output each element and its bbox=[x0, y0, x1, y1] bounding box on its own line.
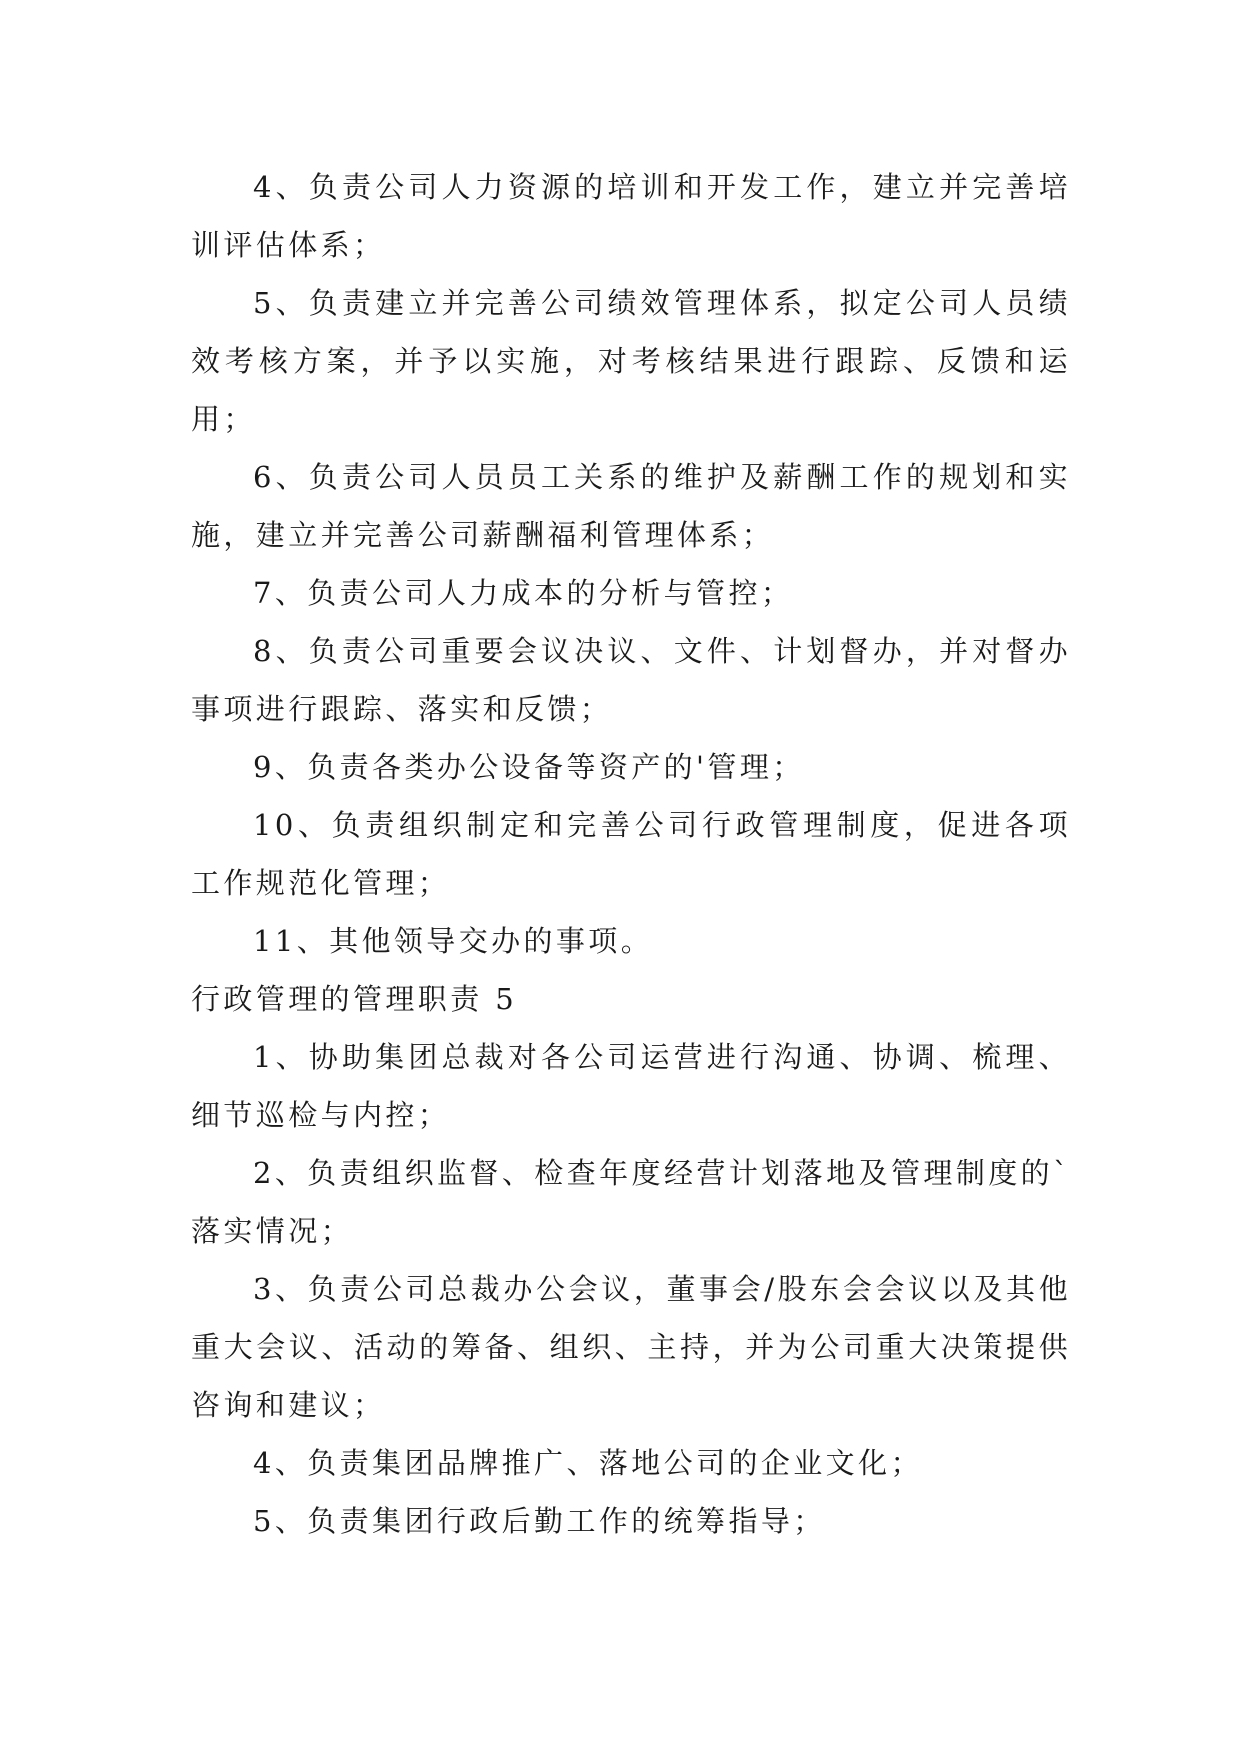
list-item: 8、负责公司重要会议决议、文件、计划督办，并对督办事项进行跟踪、落实和反馈； bbox=[191, 634, 1071, 726]
list-item: 6、负责公司人员员工关系的维护及薪酬工作的规划和实施，建立并完善公司薪酬福利管理体系； bbox=[191, 460, 1071, 552]
list-item: 5、负责建立并完善公司绩效管理体系，拟定公司人员绩效考核方案，并予以实施，对考核结果进行跟踪、反馈和运用； bbox=[191, 286, 1071, 436]
list-item: 4、负责公司人力资源的培训和开发工作，建立并完善培训评估体系； bbox=[191, 170, 1071, 262]
list-item: 10、负责组织制定和完善公司行政管理制度，促进各项工作规范化管理； bbox=[191, 808, 1071, 900]
document-page bbox=[191, 158, 1071, 1550]
list-item: 9、负责各类办公设备等资产的'管理； bbox=[253, 750, 805, 784]
list-item: 5、负责集团行政后勤工作的统筹指导； bbox=[253, 1504, 826, 1538]
section-heading: 行政管理的管理职责 5 bbox=[191, 982, 518, 1016]
list-item: 3、负责公司总裁办公会议，董事会/股东会会议以及其他重大会议、活动的筹备、组织、主持，并为公司重大决策提供咨询和建议； bbox=[191, 1272, 1071, 1422]
list-item: 11、其他领导交办的事项。 bbox=[253, 924, 654, 958]
list-item: 4、负责集团品牌推广、落地公司的企业文化； bbox=[253, 1446, 923, 1480]
list-item: 1、协助集团总裁对各公司运营进行沟通、协调、梳理、细节巡检与内控； bbox=[191, 1040, 1071, 1132]
list-item: 7、负责公司人力成本的分析与管控； bbox=[253, 576, 794, 610]
list-item: 2、负责组织监督、检查年度经营计划落地及管理制度的`落实情况； bbox=[191, 1156, 1071, 1248]
